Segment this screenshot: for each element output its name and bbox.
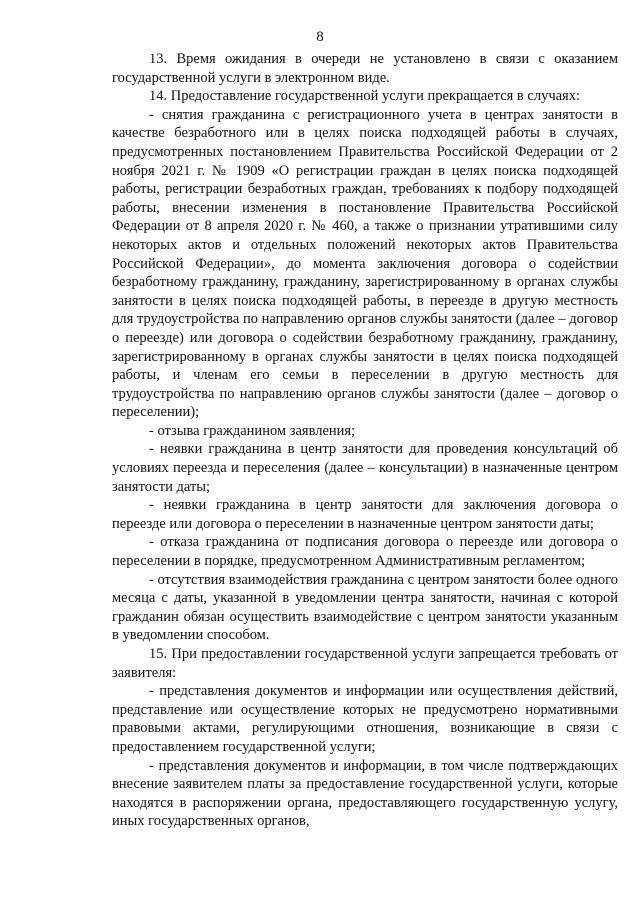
paragraph-14-intro: 14. Предоставление государственной услуги прекращается в случаях: — [149, 88, 580, 105]
page-number: 8 — [316, 29, 324, 45]
list-item-consultation-absence: - неявки гражданина в центр занятости для проведения консультаций об условиях переезда и переселения (далее – консультации) в назначенные центром занятости даты; — [112, 441, 618, 495]
list-item-application-withdrawal: - отзыва гражданином заявления; — [149, 422, 356, 439]
list-item-deregistration: - снятия гражданина с регистрационного учета в центрах занятости в качестве безработного или в целях поиска подходящей работы в случаях, предусмотренных постановлением Правительства Российской Федерации от 2 ноября 2021 г. № 1909 «О регистрации граждан в целях поиска подходящей работы, регистрации безработных граждан, требованиях к подбору подходящей работы, внесении изменения в постановление Правительства Российской Федерации от 8 апреля 2020 г. № 460, а также о признании утратившими силу некоторых актов и отдельных положений некоторых актов Правительства Российской Федерации», до момента заключения договора о содействии безработному гражданину, гражданину, зарегистрированному в органах службы занятости в целях поиска подходящей работы, в переезде в другую местность для трудоустройства по направлению органов службы занятости (далее – договор о переезде) или договора о содействии безработному гражданину, гражданину, зарегистрированному в органах службы занятости в целях поиска подходящей работы, и членам его семьи в переселении в другую местность для трудоустройства по направлению органов службы занятости (далее – договор о переселении); — [112, 106, 618, 421]
list-item-contract-absence: - неявки гражданина в центр занятости для заключения договора о переезде или договора о переселении в назначенные центром занятости даты; — [112, 497, 618, 532]
paragraph-15-intro: 15. При предоставлении государственной услуги запрещается требовать от заявителя: — [112, 646, 618, 681]
list-item-existing-documents: - представления документов и информации, в том числе подтверждающих внесение заявителем платы за предоставление государственной услуги, которые находятся в распоряжении органа, предоставляющего государственную услугу, иных государственных органов, — [112, 757, 618, 830]
document-body — [112, 50, 618, 831]
list-item-contract-refusal: - отказа гражданина от подписания договора о переезде или договора о переселении в порядке, предусмотренном Административным регламентом; — [112, 534, 618, 570]
list-item-unneeded-documents: - представления документов и информации или осуществления действий, представление или осуществление которых не предусмотрено нормативными правовыми актами, регулирующими отношения, возникающие в связи с предоставлением государственной услуги; — [112, 683, 618, 755]
paragraph-13: 13. Время ожидания в очереди не установлено в связи с оказанием государственной услуги в электронном виде. — [112, 51, 618, 86]
list-item-no-interaction: - отсутствия взаимодействия гражданина с центром занятости более одного месяца с даты, указанной в уведомлении центра занятости, начиная с которой гражданин обязан осуществить взаимодействие с центром занятости указанным в уведомлении способом. — [112, 571, 618, 644]
